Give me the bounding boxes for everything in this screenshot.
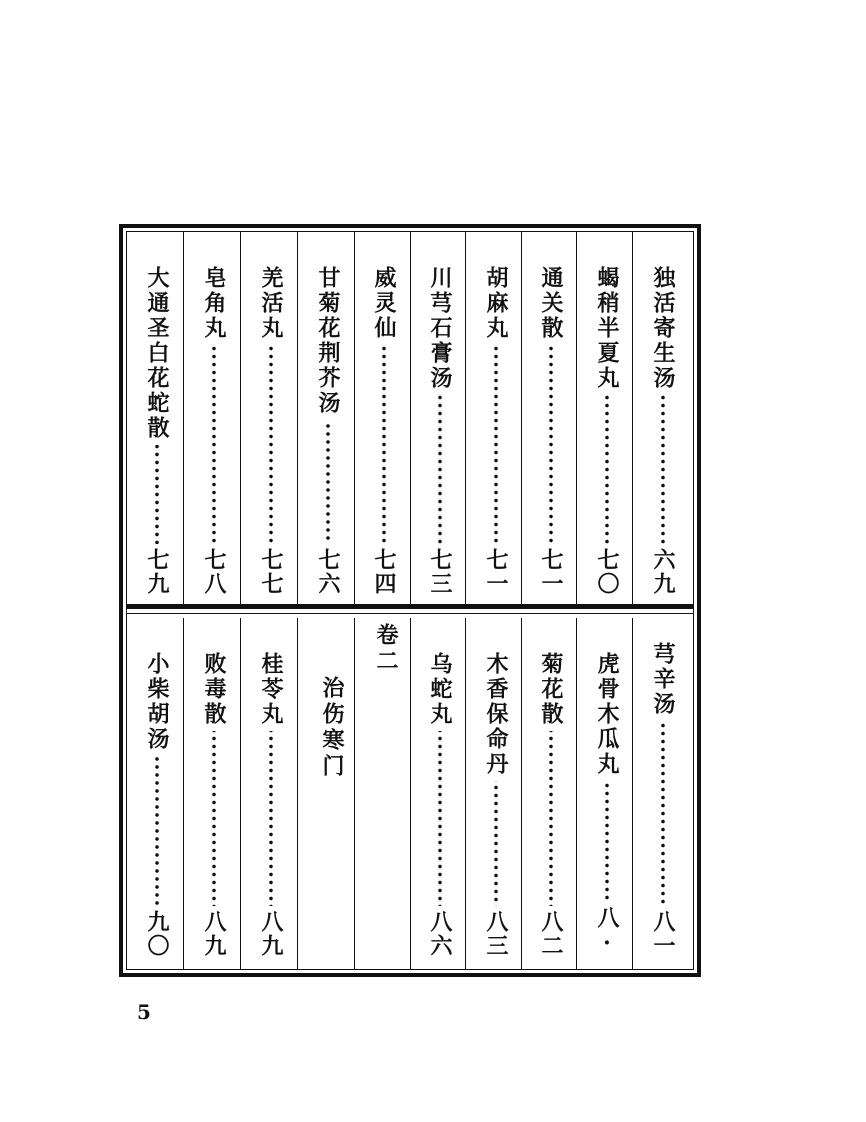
col-divider: [410, 232, 411, 604]
col-divider: [297, 232, 298, 604]
toc-entry[interactable]: [131, 652, 183, 958]
entry-title: 木香保命丹: [483, 652, 509, 777]
col-divider: [183, 232, 184, 604]
leader-dots: [605, 395, 609, 544]
toc-entry[interactable]: [188, 266, 240, 596]
toc-entry[interactable]: [637, 266, 689, 596]
entry-page: 七八: [201, 548, 227, 596]
toc-entry[interactable]: [470, 652, 522, 958]
entry-page: 七六: [315, 548, 341, 596]
entry-page: 八二: [538, 910, 564, 958]
leader-dots: [605, 781, 609, 902]
leader-dots: [269, 731, 273, 906]
entry-title: 小柴胡汤: [144, 652, 170, 752]
entry-title: 威灵仙: [371, 266, 397, 341]
leader-dots: [549, 731, 553, 906]
row-divider-thin: [127, 613, 693, 614]
volume-label: 卷二: [373, 623, 399, 675]
col-divider: [240, 618, 241, 969]
entry-page: 八六: [427, 910, 453, 958]
toc-entry[interactable]: [525, 266, 577, 596]
section-heading: 治伤寒门: [319, 676, 345, 780]
entry-page: 九〇: [144, 910, 170, 958]
leader-dots: [155, 756, 159, 906]
col-divider: [297, 618, 298, 969]
entry-title: 胡麻丸: [483, 266, 509, 341]
toc-entry[interactable]: [525, 652, 577, 958]
entry-page: 七四: [371, 548, 397, 596]
toc-entry[interactable]: [637, 642, 689, 958]
entry-page: 八九: [201, 910, 227, 958]
leader-dots: [326, 420, 330, 544]
leader-dots: [212, 345, 216, 544]
leader-dots: [212, 731, 216, 906]
leader-dots: [494, 781, 498, 906]
leader-dots: [661, 395, 665, 544]
entry-title: 皂角丸: [201, 266, 227, 341]
col-divider: [240, 232, 241, 604]
toc-entry[interactable]: [358, 266, 410, 596]
col-divider: [410, 618, 411, 969]
toc-entry[interactable]: [470, 266, 522, 596]
toc-entry[interactable]: [414, 266, 466, 596]
entry-page: 七三: [427, 548, 453, 596]
entry-title: 通关散: [538, 266, 564, 341]
toc-entry[interactable]: [581, 652, 633, 958]
entry-title: 菊花散: [538, 652, 564, 727]
toc-entry[interactable]: [245, 652, 297, 958]
col-divider: [354, 232, 355, 604]
entry-page: 七一: [483, 548, 509, 596]
leader-dots: [494, 345, 498, 544]
entry-page: 八·: [594, 906, 620, 958]
page-number: 5: [137, 1000, 151, 1024]
toc-entry[interactable]: [581, 266, 633, 596]
leader-dots: [438, 731, 442, 906]
entry-page: 七九: [144, 548, 170, 596]
entry-page: 八九: [258, 910, 284, 958]
leader-dots: [382, 345, 386, 544]
entry-page: 八三: [483, 910, 509, 958]
col-divider: [183, 618, 184, 969]
toc-inner: [126, 231, 694, 970]
toc-entry[interactable]: [302, 266, 354, 596]
entry-title: 羌活丸: [258, 266, 284, 341]
entry-title: 桂苓丸: [258, 652, 284, 727]
entry-title: 川芎石膏汤: [427, 266, 453, 391]
toc-entry[interactable]: [245, 266, 297, 596]
toc-entry[interactable]: [131, 266, 183, 596]
col-divider: [354, 618, 355, 969]
toc-entry[interactable]: [188, 652, 240, 958]
entry-title: 芎辛汤: [650, 642, 676, 717]
entry-title: 乌蛇丸: [427, 652, 453, 727]
leader-dots: [269, 345, 273, 544]
leader-dots: [155, 445, 159, 544]
entry-page: 七七: [258, 548, 284, 596]
toc-entry[interactable]: [414, 652, 466, 958]
leader-dots: [549, 345, 553, 544]
entry-title: 大通圣白花蛇散: [144, 266, 170, 441]
row-divider: [127, 604, 693, 609]
entry-page: 六九: [650, 548, 676, 596]
entry-title: 甘菊花荆芥汤: [315, 266, 341, 416]
entry-page: 七〇: [594, 548, 620, 596]
entry-page: 七一: [538, 548, 564, 596]
toc-frame: [119, 224, 701, 977]
entry-title: 独活寄生汤: [650, 266, 676, 391]
entry-title: 败毒散: [201, 652, 227, 727]
leader-dots: [661, 721, 665, 906]
entry-title: 虎骨木瓜丸: [594, 652, 620, 777]
entry-page: 八一: [650, 910, 676, 958]
entry-title: 蝎稍半夏丸: [594, 266, 620, 391]
leader-dots: [438, 395, 442, 544]
